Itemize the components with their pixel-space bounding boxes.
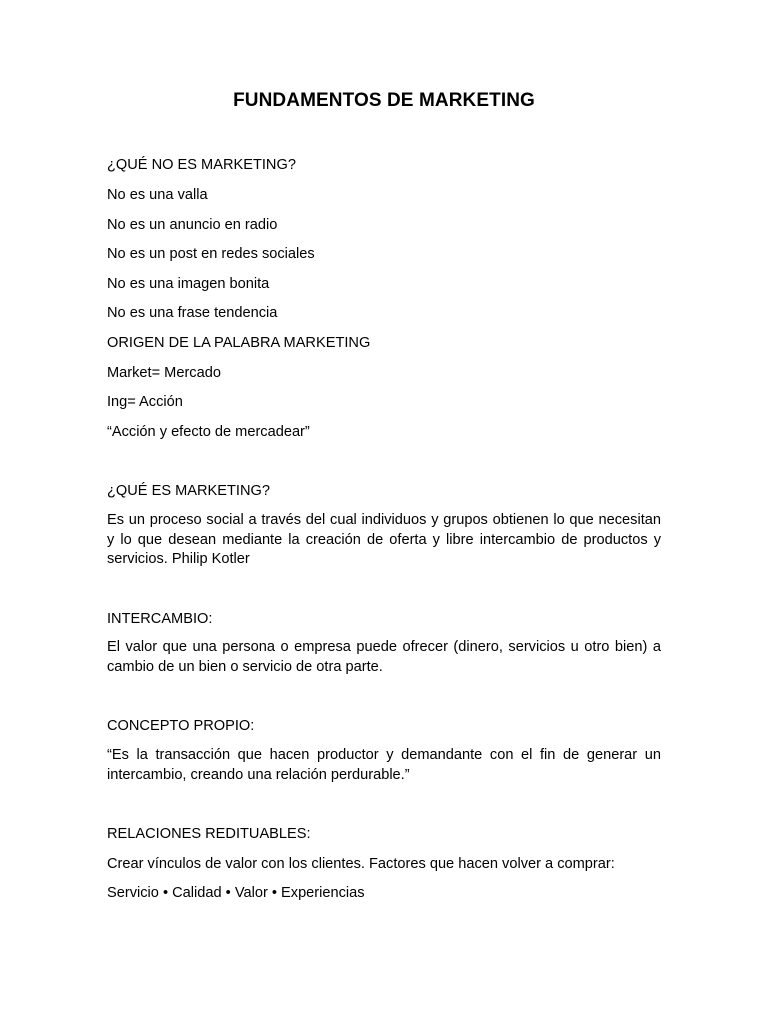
- list-item: No es un anuncio en radio: [107, 217, 278, 233]
- paragraph-relaciones: Crear vínculos de valor con los clientes. Factores que hacen volver a comprar:: [107, 856, 615, 872]
- list-item: “Acción y efecto de mercadear”: [107, 424, 310, 440]
- heading-intercambio: INTERCAMBIO:: [107, 611, 213, 627]
- heading-relaciones: RELACIONES REDITUABLES:: [107, 826, 311, 842]
- paragraph-concepto-propio: “Es la transacción que hacen productor y demandante con el fin de generar un intercambio, creando una relación perdurable.”: [107, 747, 661, 783]
- list-item: Market= Mercado: [107, 365, 221, 381]
- heading-concepto-propio: CONCEPTO PROPIO:: [107, 718, 255, 734]
- paragraph-intercambio: El valor que una persona o empresa puede ofrecer (dinero, servicios u otro bien) a cambio de un bien o servicio de otra parte.: [107, 639, 661, 675]
- heading-que-no-es: ¿QUÉ NO ES MARKETING?: [107, 157, 296, 173]
- list-item: No es un post en redes sociales: [107, 246, 315, 262]
- list-item: No es una valla: [107, 187, 208, 203]
- list-item: No es una imagen bonita: [107, 276, 270, 292]
- list-item: Ing= Acción: [107, 394, 183, 410]
- document-title: FUNDAMENTOS DE MARKETING: [233, 90, 535, 111]
- list-item: No es una frase tendencia: [107, 305, 278, 321]
- paragraph-definicion: Es un proceso social a través del cual individuos y grupos obtienen lo que necesitan y lo que desean mediante la creación de oferta y libre intercambio de productos y servicios. Philip Kotler: [107, 512, 661, 567]
- heading-que-es: ¿QUÉ ES MARKETING?: [107, 483, 270, 499]
- heading-origen: ORIGEN DE LA PALABRA MARKETING: [107, 335, 371, 351]
- factores-list: Servicio • Calidad • Valor • Experiencias: [107, 885, 365, 901]
